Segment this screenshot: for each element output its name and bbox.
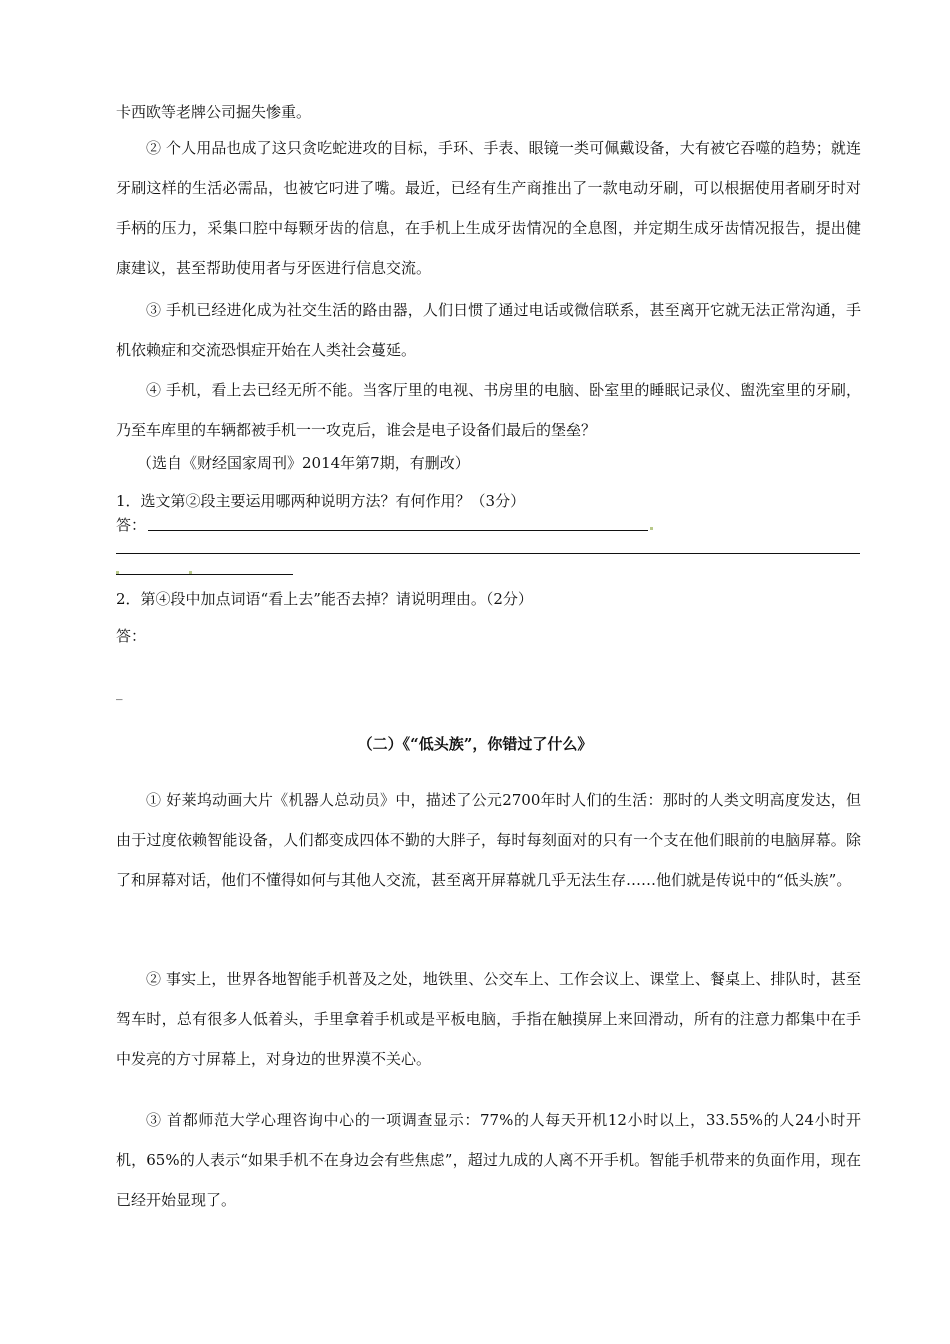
stray-underscore-mark: _ bbox=[116, 686, 123, 701]
answer-mark bbox=[116, 571, 119, 574]
passage2-paragraph-2: ② 事实上，世界各地智能手机普及之处，地铁里、公交车上、工作会议上、课堂上、餐桌上、排队时，甚至驾车时，总有很多人低着头，手里拿着手机或是平板电脑，手指在触摸屏上来回滑动，所有的注意力都集中在手中发亮的方寸屏幕上，对身边的世界漠不关心。 bbox=[116, 970, 861, 1068]
passage1-paragraph-4: ④ 手机，看上去已经无所不能。当客厅里的电视、书房里的电脑、卧室里的睡眠记录仪、盥洗室里的牙刷，乃至车库里的车辆都被手机一一攻克后，谁会是电子设备们最后的堡垒？ bbox=[116, 381, 861, 439]
answer-mark bbox=[189, 571, 192, 574]
answer-line-2 bbox=[116, 553, 860, 554]
source-citation: （选自《财经国家周刊》2014年第7期，有删改） bbox=[137, 454, 470, 472]
passage2-paragraph-3: ③ 首都师范大学心理咨询中心的一项调查显示：77%的人每天开机12小时以上，33.55%的人24小时开机，65%的人表示“如果手机不在身边会有些焦虑”，超过九成的人离不开手机。智能手机带来的负面作用，现在已经开始显现了。 bbox=[116, 1111, 861, 1209]
question-1: 1．选文第②段主要运用哪两种说明方法？有何作用？（3分） bbox=[116, 492, 526, 510]
answer-label-2: 答： bbox=[116, 627, 147, 645]
passage2-paragraph-1: ① 好莱坞动画大片《机器人总动员》中，描述了公元2700年时人们的生活：那时的人类文明高度发达，但由于过度依赖智能设备，人们都变成四体不勤的大胖子，每时每刻面对的只有一个支在他们眼前的电脑屏幕。除了和屏幕对话，他们不懂得如何与其他人交流，甚至离开屏幕就几乎无法生存……他们就是传说中的“低头族”。 bbox=[116, 791, 861, 889]
answer-mark bbox=[650, 527, 653, 530]
question-2: 2．第④段中加点词语“看上去”能否去掉？请说明理由。（2分） bbox=[116, 590, 533, 608]
passage1-paragraph-3: ③ 手机已经进化成为社交生活的路由器，人们日惯了通过电话或微信联系，甚至离开它就无法正常沟通，手机依赖症和交流恐惧症开始在人类社会蔓延。 bbox=[116, 301, 861, 359]
passage2-title: （二）《“低头族”，你错过了什么》 bbox=[357, 735, 593, 753]
answer-label-1: 答： bbox=[116, 516, 147, 534]
passage1-intro-tail: 卡西欧等老牌公司掘失惨重。 bbox=[116, 103, 312, 121]
passage1-paragraph-2: ② 个人用品也成了这只贪吃蛇进攻的目标，手环、手表、眼镜一类可佩戴设备，大有被它吞噬的趋势；就连牙刷这样的生活必需品，也被它叼进了嘴。最近，已经有生产商推出了一款电动牙刷，可以根据使用者刷牙时对手柄的压力，采集口腔中每颗牙齿的信息，在手机上生成牙齿情况的全息图，并定期生成牙齿情况报告，提出健康建议，甚至帮助使用者与牙医进行信息交流。 bbox=[116, 139, 861, 277]
answer-line-3 bbox=[116, 574, 293, 575]
answer-line-1 bbox=[148, 530, 648, 531]
